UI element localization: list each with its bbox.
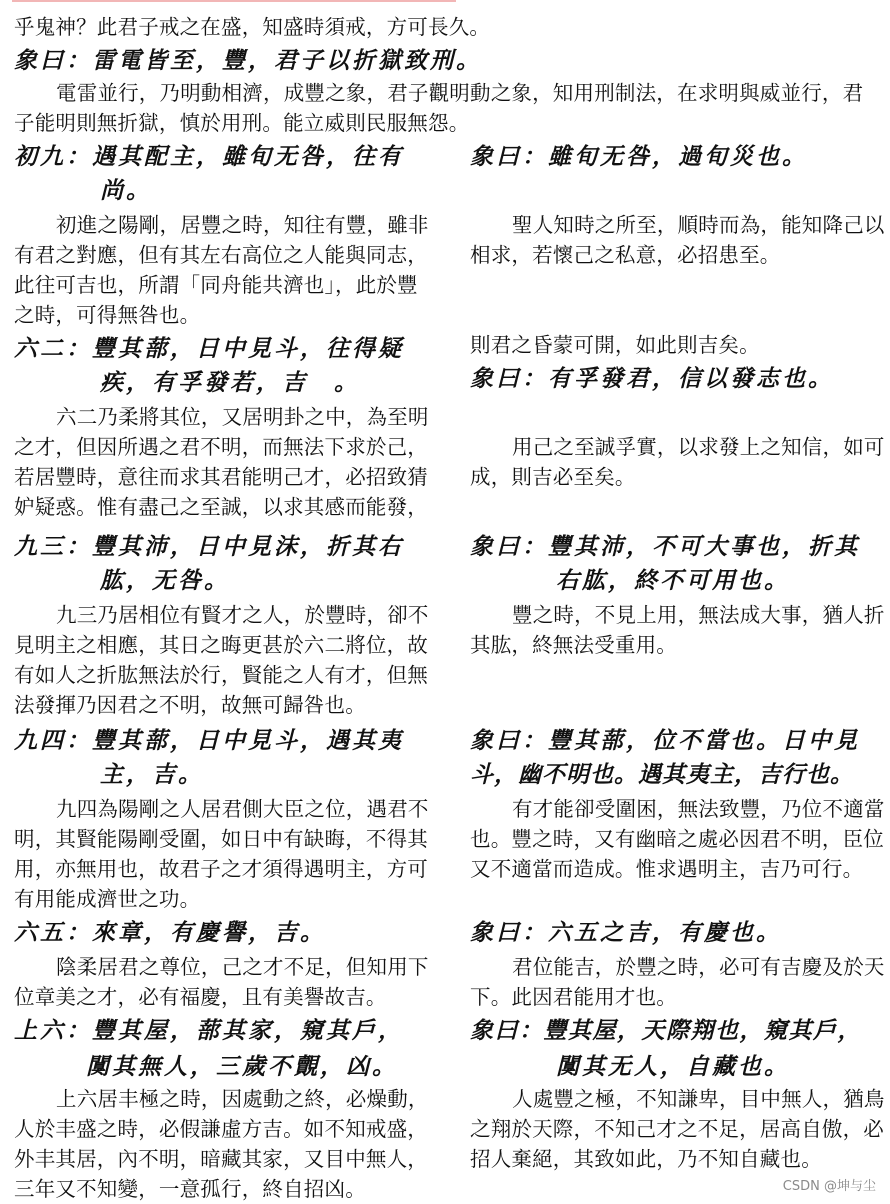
watermark: CSDN @坤与尘 [782,1179,876,1194]
commentary-line: 電雷並行，乃明動相濟，成豐之象，君子觀明動之象，知用刑制法，在求明與威並行，君 [56,81,864,105]
commentary-line: 明，其賢能陽剛受圍，如日中有缺晦，不得其 [14,827,428,851]
commentary-line: 九四為陽剛之人居君側大臣之位，遇君不 [56,797,429,821]
yao-heading: 九四：豐其蔀，日中見斗，遇其夷 [14,727,404,754]
xiang-heading-cont: 斗，幽不明也。遇其夷主，吉行也。 [470,761,854,788]
commentary-line: 人處豐之極，不知謙卑，目中無人，猶鳥 [512,1087,885,1111]
xiang-heading: 象曰：豐其蔀，位不當也。日中見 [470,727,860,754]
top-rule [12,0,456,2]
commentary-line: 其肱，終無法受重用。 [470,633,677,657]
yao-heading: 上六：豐其屋，蔀其家，窺其戶， [14,1017,404,1044]
commentary-line: 初進之陽剛，居豐之時，知往有豐，雖非 [56,213,429,237]
commentary-line: 則君之昏蒙可開，如此則吉矣。 [470,333,760,357]
commentary-line: 九三乃居相位有賢才之人，於豐時，卻不 [56,603,429,627]
commentary-line: 陰柔居君之尊位，己之才不足，但知用下 [56,955,429,979]
yao-heading: 六二：豐其蔀，日中見斗，往得疑 [14,335,404,362]
commentary-line: 聖人知時之所至，順時而為，能知降己以 [512,213,885,237]
commentary-line: 下。此因君能用才也。 [470,985,677,1009]
xiang-heading: 象曰：雖旬无咎，過旬災也。 [470,143,808,170]
yao-heading-cont: 尚。 [100,177,152,204]
commentary-line: 相求，若懷己之私意，必招患至。 [470,243,781,267]
xiang-heading-cont: 右肱，終不可用也。 [556,567,790,594]
yao-heading: 六五：來章，有慶譽，吉。 [14,919,326,946]
commentary-line: 見明主之相應，其日之晦更甚於六二將位，故 [14,633,428,657]
xiang-heading: 象曰：豐其沛，不可大事也，折其 [470,533,860,560]
xiang-heading: 象曰：有孚發君，信以發志也。 [470,365,834,392]
yao-heading: 九三：豐其沛，日中見沫，折其右 [14,533,404,560]
xiang-heading: 象曰：豐其屋，天際翔也，窺其戶， [470,1017,862,1044]
commentary-line: 外丰其居，內不明，暗藏其家，又目中無人， [14,1147,428,1171]
commentary-line: 六二乃柔將其位，又居明卦之中，為至明 [56,405,429,429]
commentary-line: 之才，但因所遇之君不明，而無法下求於己， [14,435,428,459]
commentary-line: 之翔於天際，不知己才之不足，居高自傲，必 [470,1117,884,1141]
commentary-line: 有才能卻受圍困，無法致豐，乃位不適當 [512,797,885,821]
commentary-line: 上六居丰極之時，因處動之終，必燥動， [56,1087,429,1111]
xiang-heading-cont: 闃其无人，自藏也。 [556,1053,790,1080]
commentary-line: 子能明則無折獄，慎於用刑。能立威則民服無怨。 [14,111,470,135]
commentary-line: 此往可吉也，所謂「同舟能共濟也」，此於豐 [14,273,418,297]
yao-heading-cont: 肱，无咎。 [100,567,230,594]
commentary-line: 有君之對應，但有其左右高位之人能與同志， [14,243,428,267]
yao-heading-cont: 闃其無人，三歲不覿，凶。 [86,1053,398,1080]
commentary-line: 用己之至誠孚實，以求發上之知信，如可 [512,435,885,459]
xiang-heading: 象曰：雷電皆至，豐，君子以折獄致刑。 [14,47,482,74]
yao-heading-cont: 主，吉。 [100,761,204,788]
commentary-line: 又不適當而造成。惟求遇明主，吉乃可行。 [470,857,864,881]
commentary-line: 妒疑惑。惟有盡己之至誠，以求其感而能發， [14,495,428,519]
commentary-line: 成，則吉必至矣。 [470,465,636,489]
text-line: 乎鬼神？此君子戒之在盛，知盛時須戒，方可長久。 [14,15,491,39]
commentary-line: 法發揮乃因君之不明，故無可歸咎也。 [14,693,366,717]
commentary-line: 人於丰盛之時，必假謙虛方吉。如不知戒盛， [14,1117,428,1141]
commentary-line: 君位能吉，於豐之時，必可有吉慶及於天 [512,955,885,979]
yao-heading: 初九：遇其配主，雖旬无咎，往有 [14,143,404,170]
commentary-line: 若居豐時，意往而求其君能明己才，必招致猜 [14,465,428,489]
commentary-line: 用，亦無用也，故君子之才須得遇明主，方可 [14,857,428,881]
commentary-line: 有用能成濟世之功。 [14,887,201,911]
commentary-line: 有如人之折肱無法於行，賢能之人有才，但無 [14,663,428,687]
commentary-line: 招人棄絕，其致如此，乃不知自藏也。 [470,1147,822,1171]
commentary-line: 也。豐之時，又有幽暗之處必因君不明，臣位 [470,827,884,851]
commentary-line: 三年又不知變，一意孤行，終自招凶。 [14,1177,366,1201]
yao-heading-cont: 疾，有孚發若，吉 。 [100,369,360,396]
commentary-line: 豐之時，不見上用，無法成大事，猶人折 [512,603,885,627]
commentary-line: 位章美之才，必有福慶，且有美譽故吉。 [14,985,387,1009]
xiang-heading: 象曰：六五之吉，有慶也。 [470,919,782,946]
commentary-line: 之時，可得無咎也。 [14,303,201,327]
